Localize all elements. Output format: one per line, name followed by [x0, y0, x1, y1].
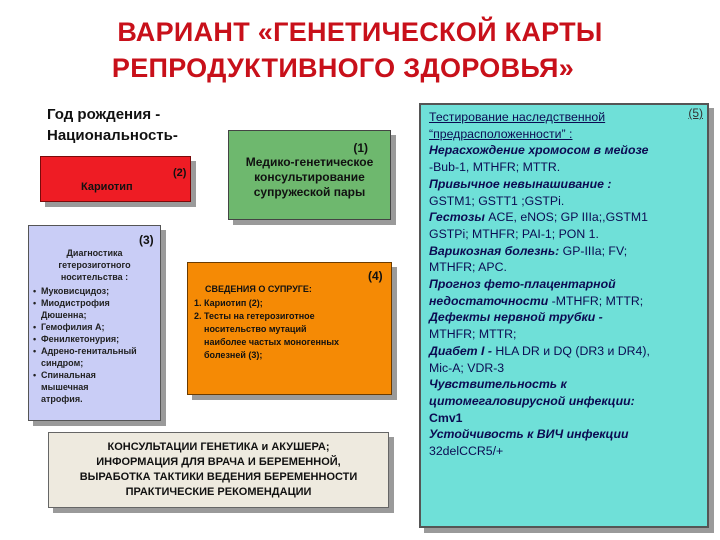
text-line: носительство мутаций — [194, 324, 307, 334]
title-line-2: РЕПРОДУКТИВНОГО ЗДОРОВЬЯ» — [111, 53, 575, 83]
box-spouse-info — [187, 262, 392, 395]
text-line: Чувствительность к — [429, 377, 567, 392]
box-number: (5) — [688, 106, 703, 120]
text-line: Дефекты нервной трубки - — [429, 310, 603, 325]
patient-meta — [47, 104, 178, 146]
text-line: консультирование — [254, 170, 365, 184]
box-recommendations — [48, 432, 389, 508]
list-item: • Фенилкетонурия; — [33, 333, 137, 345]
gene-list: -MTHFR; MTTR; — [551, 293, 644, 308]
box-predisposition-testing — [419, 103, 709, 528]
page-title — [0, 14, 720, 86]
text-line: Cmv1 — [429, 410, 463, 425]
text-line: супружеской пары — [253, 185, 366, 199]
text-line: носительства : — [60, 272, 129, 282]
list-item: атрофия. — [41, 394, 83, 404]
gene-list: GP-IIIa; FV; — [559, 243, 628, 258]
condition-label: Диабет I - — [429, 343, 496, 358]
text-line: ПРАКТИЧЕСКИЕ РЕКОМЕНДАЦИИ — [125, 486, 312, 498]
text-line: гетерозиготного — [58, 260, 131, 270]
list-item: синдром; — [41, 358, 84, 368]
birth-year-label: Год рождения - — [47, 106, 161, 123]
nationality-label: Национальность- — [47, 127, 178, 144]
text-line: MTHFR; MTTR; — [429, 327, 517, 342]
text-line: Устойчивость к ВИЧ инфекции — [429, 427, 629, 442]
text-line: 2. Тесты на гетерозиготное — [194, 311, 315, 321]
text-line: MTHFR; APC. — [429, 260, 507, 275]
text-line: 1. Кариотип (2); — [194, 298, 263, 308]
box-text: Кариотип — [81, 181, 133, 193]
list-item: • Муковисцидоз; — [33, 285, 137, 297]
text-line — [429, 243, 705, 260]
box-carrier-diagnostics — [28, 225, 161, 421]
condition-label: недостаточности — [429, 293, 552, 308]
text-line: GSTM1; GSTT1 ;GSTPi. — [429, 193, 565, 208]
text-line: Привычное невынашивание : — [429, 176, 612, 191]
text-line: Тестирование наследственной — [429, 110, 606, 124]
list-item: • Адрено-генитальный — [33, 345, 137, 357]
text-line — [429, 209, 705, 226]
box-number: (1) — [353, 141, 368, 155]
title-line-1: ВАРИАНТ «ГЕНЕТИЧЕСКОЙ КАРТЫ — [117, 17, 603, 47]
text-line: наиболее частых моногенных — [194, 337, 340, 347]
text-line: ВЫРАБОТКА ТАКТИКИ ВЕДЕНИЯ БЕРЕМЕННОСТИ — [79, 471, 358, 483]
box-karyotype — [40, 156, 191, 202]
text-line: Нерасхождение хромосом в мейозе — [429, 143, 649, 158]
text-line: Медико-генетическое — [245, 155, 374, 169]
box-heading — [35, 247, 154, 283]
gene-list: ACE, eNOS; GP IIIa;,GSTM1 — [484, 210, 648, 225]
condition-label: Гестозы — [429, 210, 485, 225]
list-item: Дюшенна; — [41, 310, 87, 320]
text-line: цитомегаловирусной инфекции: — [429, 393, 635, 408]
list-item: мышечная — [41, 382, 89, 392]
text-line: 32delCCR5/+ — [429, 444, 504, 459]
list-item: • Гемофилия А; — [33, 321, 137, 333]
gene-list: HLA DR и DQ (DR3 и DR4), — [495, 343, 650, 358]
box-number: (3) — [139, 233, 154, 247]
box-text — [233, 155, 386, 200]
list-item: • Миодистрофия — [33, 297, 137, 309]
box-text — [51, 440, 386, 500]
text-line: Mic-A; VDR-3 — [429, 360, 505, 375]
text-line — [429, 293, 705, 310]
text-line: Диагностика — [66, 248, 123, 258]
condition-label: Варикозная болезнь: — [429, 243, 560, 258]
box-lines — [194, 297, 339, 362]
list-item: • Спинальная — [33, 369, 137, 381]
box-number: (4) — [368, 269, 383, 283]
box-genetic-counseling — [228, 130, 391, 220]
text-line: GSTPi; MTHFR; PAI-1; PON 1. — [429, 226, 599, 241]
text-line: КОНСУЛЬТАЦИИ ГЕНЕТИКА и АКУШЕРА; — [107, 441, 330, 453]
text-line: -Bub-1, MTHFR; MTTR. — [429, 160, 561, 175]
disease-list — [33, 285, 137, 405]
text-line: ИНФОРМАЦИЯ ДЛЯ ВРАЧА И БЕРЕМЕННОЙ, — [96, 456, 341, 468]
box-heading: СВЕДЕНИЯ О СУПРУГЕ: — [205, 284, 312, 294]
text-line: Прогноз фето-плацентарной — [429, 277, 616, 292]
box-content — [429, 109, 705, 460]
box-number: (2) — [173, 167, 187, 179]
text-line — [429, 343, 705, 360]
text-line: “предрасположенности” : — [429, 126, 573, 141]
text-line: болезней (3); — [194, 350, 263, 360]
